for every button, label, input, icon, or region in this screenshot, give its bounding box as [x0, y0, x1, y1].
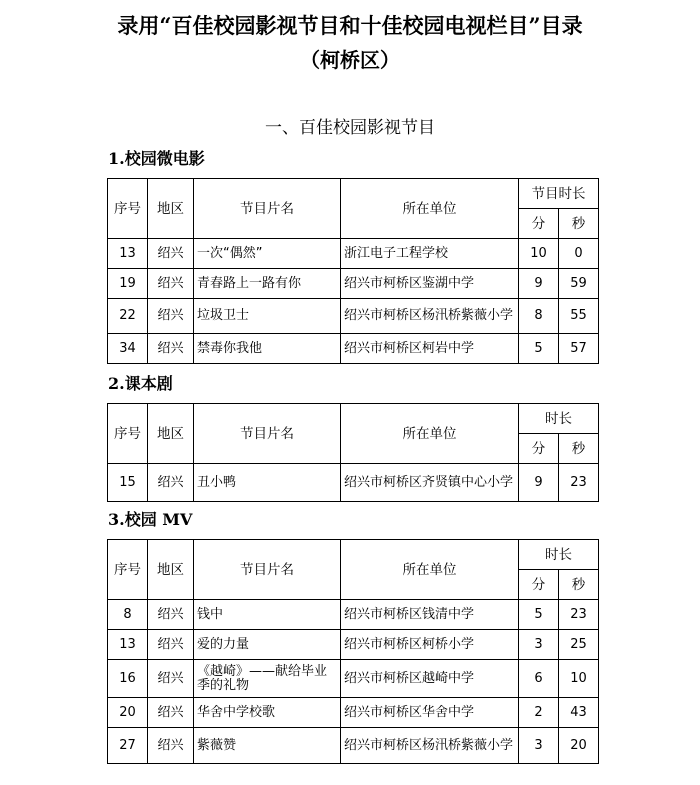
- header-sec: 秒: [559, 209, 599, 239]
- cell-no: 8: [108, 600, 148, 630]
- cell-unit: 绍兴市柯桥区鉴湖中学: [341, 269, 519, 299]
- header-min: 分: [519, 209, 559, 239]
- cell-name: 一次“偶然”: [194, 239, 341, 269]
- cell-min: 6: [519, 660, 559, 698]
- cell-no: 16: [108, 660, 148, 698]
- cell-no: 34: [108, 334, 148, 364]
- micro-film-table: [107, 178, 599, 364]
- cell-sec: 59: [559, 269, 599, 299]
- cell-sec: 10: [559, 660, 599, 698]
- document-title: 录用“百佳校园影视节目和十佳校园电视栏目”目录: [117, 13, 583, 38]
- header-unit: 所在单位: [341, 179, 519, 239]
- cell-min: 5: [519, 334, 559, 364]
- campus-mv-table: [107, 539, 599, 764]
- cell-name: 爱的力量: [194, 630, 341, 660]
- cell-name: 青春路上一路有你: [194, 269, 341, 299]
- cell-unit: 绍兴市柯桥区柯桥小学: [341, 630, 519, 660]
- header-no: 序号: [108, 540, 148, 600]
- cell-name: 《越崎》——献给毕业季的礼物: [194, 660, 341, 698]
- cell-min: 3: [519, 728, 559, 764]
- table-row: [108, 728, 599, 764]
- cell-name: 垃圾卫士: [194, 299, 341, 334]
- cell-unit: 绍兴市柯桥区柯岩中学: [341, 334, 519, 364]
- cell-unit: 绍兴市柯桥区杨汛桥紫薇小学: [341, 299, 519, 334]
- table-row: [108, 239, 599, 269]
- header-name: 节目片名: [194, 179, 341, 239]
- cell-sec: 0: [559, 239, 599, 269]
- cell-name: 紫薇赞: [194, 728, 341, 764]
- cell-name: 丑小鸭: [194, 464, 341, 502]
- cell-sec: 23: [559, 464, 599, 502]
- header-duration: 时长: [519, 404, 599, 434]
- header-area: 地区: [148, 179, 194, 239]
- cell-area: 绍兴: [148, 464, 194, 502]
- header-duration: 时长: [519, 540, 599, 570]
- cell-no: 19: [108, 269, 148, 299]
- cell-area: 绍兴: [148, 630, 194, 660]
- cell-unit: 浙江电子工程学校: [341, 239, 519, 269]
- header-area: 地区: [148, 540, 194, 600]
- header-area: 地区: [148, 404, 194, 464]
- cell-unit: 绍兴市柯桥区杨汛桥紫薇小学: [341, 728, 519, 764]
- header-sec: 秒: [559, 434, 599, 464]
- cell-no: 22: [108, 299, 148, 334]
- cell-area: 绍兴: [148, 600, 194, 630]
- cell-no: 15: [108, 464, 148, 502]
- header-no: 序号: [108, 179, 148, 239]
- cell-unit: 绍兴市柯桥区钱清中学: [341, 600, 519, 630]
- cell-sec: 20: [559, 728, 599, 764]
- header-min: 分: [519, 570, 559, 600]
- group-heading-campus-mv: 3.校园 MV: [108, 510, 193, 529]
- group-heading-micro-film: 1.校园微电影: [108, 149, 205, 168]
- cell-sec: 57: [559, 334, 599, 364]
- header-unit: 所在单位: [341, 404, 519, 464]
- header-no: 序号: [108, 404, 148, 464]
- table-row: [108, 269, 599, 299]
- cell-no: 13: [108, 630, 148, 660]
- cell-name: 钱中: [194, 600, 341, 630]
- cell-area: 绍兴: [148, 269, 194, 299]
- table-row: [108, 464, 599, 502]
- cell-min: 9: [519, 464, 559, 502]
- cell-min: 2: [519, 698, 559, 728]
- header-name: 节目片名: [194, 404, 341, 464]
- cell-sec: 25: [559, 630, 599, 660]
- cell-area: 绍兴: [148, 299, 194, 334]
- cell-area: 绍兴: [148, 728, 194, 764]
- header-sec: 秒: [559, 570, 599, 600]
- cell-area: 绍兴: [148, 334, 194, 364]
- table-row: [108, 299, 599, 334]
- cell-min: 10: [519, 239, 559, 269]
- textbook-drama-table: [107, 403, 599, 502]
- cell-sec: 55: [559, 299, 599, 334]
- cell-unit: 绍兴市柯桥区齐贤镇中心小学: [341, 464, 519, 502]
- cell-no: 27: [108, 728, 148, 764]
- cell-sec: 23: [559, 600, 599, 630]
- cell-no: 13: [108, 239, 148, 269]
- cell-area: 绍兴: [148, 660, 194, 698]
- header-duration: 节目时长: [519, 179, 599, 209]
- header-min: 分: [519, 434, 559, 464]
- cell-min: 5: [519, 600, 559, 630]
- cell-sec: 43: [559, 698, 599, 728]
- cell-area: 绍兴: [148, 698, 194, 728]
- table-row: [108, 660, 599, 698]
- cell-unit: 绍兴市柯桥区越崎中学: [341, 660, 519, 698]
- table-row: [108, 630, 599, 660]
- table-row: [108, 334, 599, 364]
- table-row: [108, 600, 599, 630]
- section-heading: 一、百佳校园影视节目: [265, 118, 435, 138]
- table-row: [108, 698, 599, 728]
- group-heading-textbook-drama: 2.课本剧: [108, 374, 173, 393]
- cell-unit: 绍兴市柯桥区华舍中学: [341, 698, 519, 728]
- cell-min: 3: [519, 630, 559, 660]
- header-unit: 所在单位: [341, 540, 519, 600]
- document-subtitle: （柯桥区）: [300, 48, 400, 72]
- header-name: 节目片名: [194, 540, 341, 600]
- cell-area: 绍兴: [148, 239, 194, 269]
- cell-min: 8: [519, 299, 559, 334]
- cell-name: 华舍中学校歌: [194, 698, 341, 728]
- cell-no: 20: [108, 698, 148, 728]
- cell-name: 禁毒你我他: [194, 334, 341, 364]
- cell-min: 9: [519, 269, 559, 299]
